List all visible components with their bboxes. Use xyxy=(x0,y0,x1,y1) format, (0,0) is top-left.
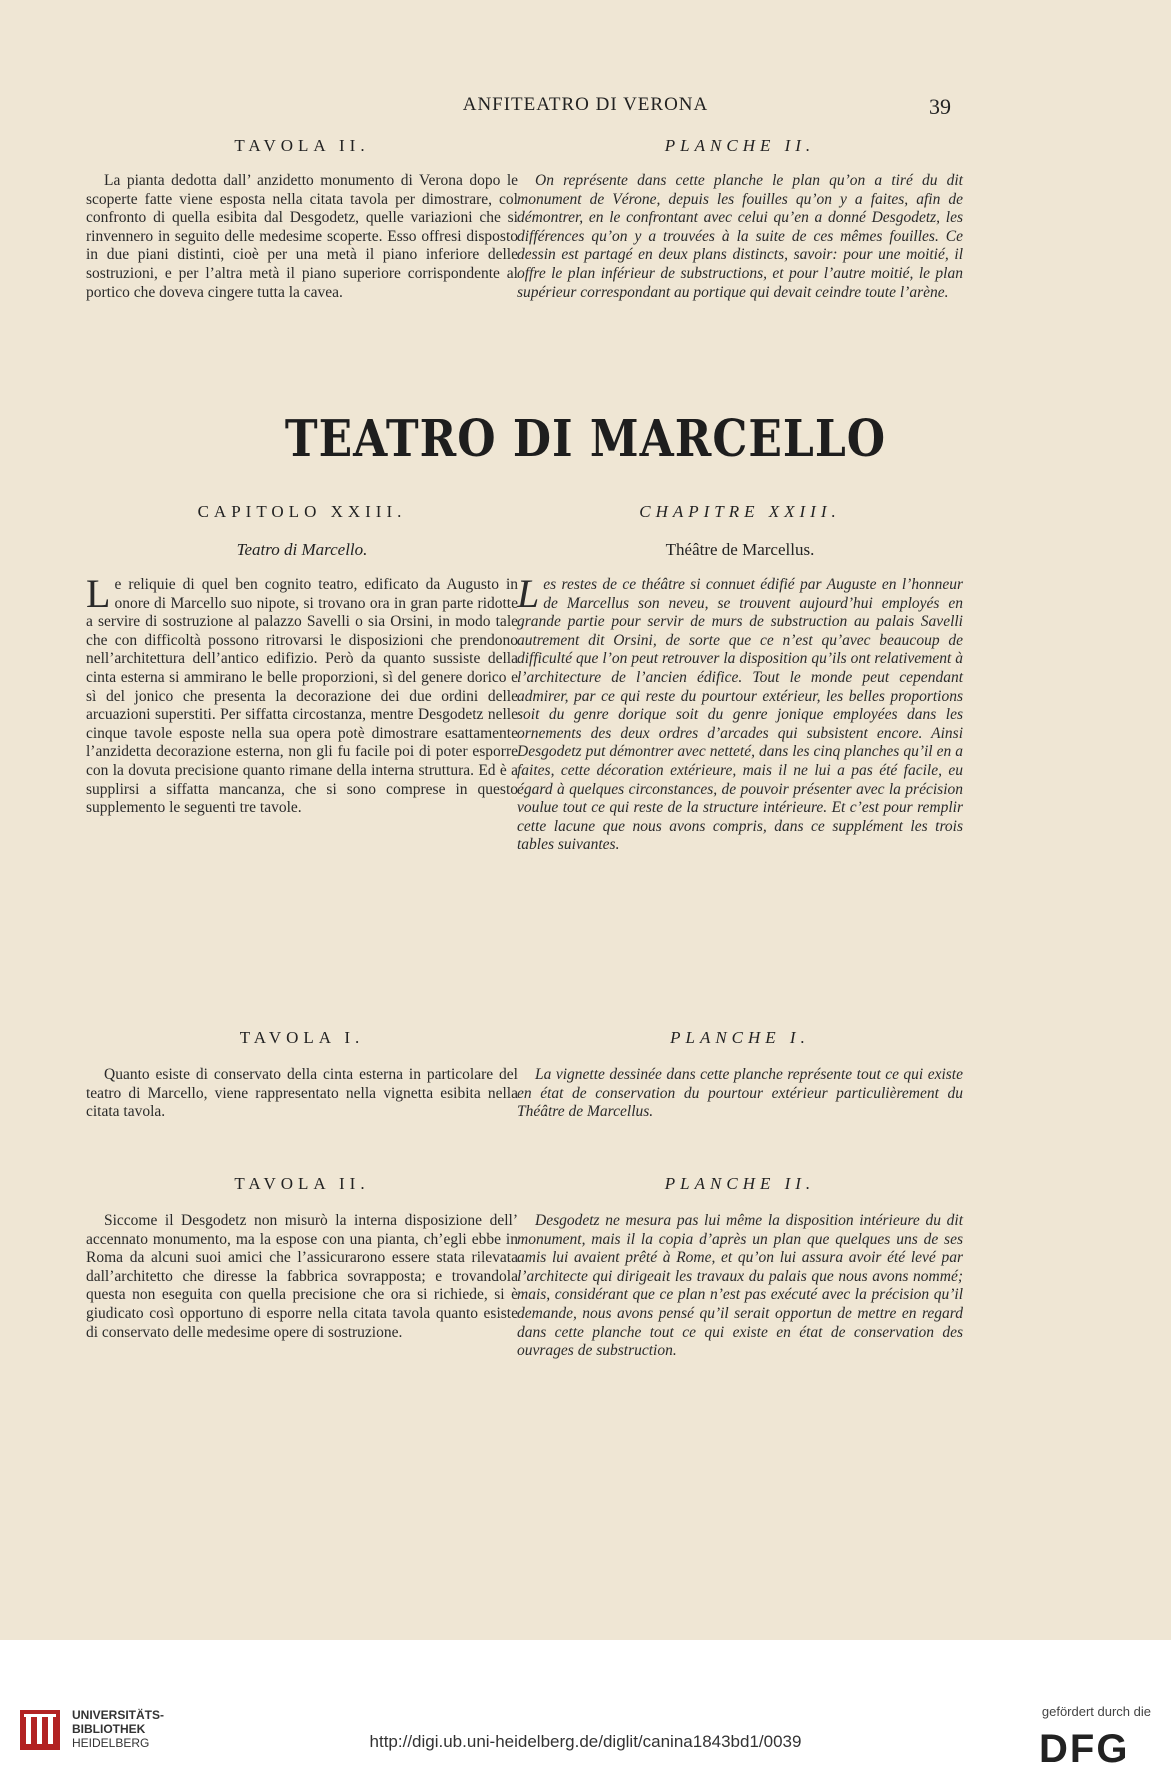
paragraph-it: Siccome il Desgodetz non misurò la interna disposizione dell’ accennato monumento, ma la espose con una pianta, ch’egli ebbe in Roma da alcuni suoi amici che l’assicurarono essere stata rilevata dall’architetto che diresse la fabbrica sovrapposta; e trovandola questa non eseguita con quella precisione che ora si richiede, si è giudicato così opportuno di esporre nella citata tavola quanto esiste di conservato delle medesime opere di sostruzione. xyxy=(86,1212,518,1341)
chapter-text-fr: es restes de ce théâtre si connuet édifié par Auguste en l’honneur de Marcellus son neveu, se trouvent aujourd’hui employés en grande partie pour servir de murs de substruction au palais Savelli autrement dit Orsini, de sorte que ce n’est qu’avec beaucoup de difficulté que l’on peut retrouver la disposition qu’ils ont relativement à l’architecture de l’ancien édifice. Tout le monde peut cependant admirer, par ce qui reste du pourtour extérieur, les belles proportions soit du genre dorique soit du genre jonique employées dans les ornements des deux ordres d’arcades qui subsistent encore. Ainsi Desgodetz put démontrer avec netteté, dans les cinq planches qu’il en a faites, cette décoration extérieure, mais il ne lui a pas été facile, eu égard à quelques circonstances, de pouvoir présenter avec la précision voulue tout ce qui reste de la structure intérieure. Et c’est pour remplir cette lacune que nous avons compris, dans ce supplément les trois tables suivantes. xyxy=(517,576,963,854)
italian-column xyxy=(86,502,518,818)
dfg-logo-icon[interactable] xyxy=(1039,1728,1149,1766)
section-heading-fr: PLANCHE II. xyxy=(664,1174,816,1193)
library-name-line: HEIDELBERG xyxy=(72,1736,150,1750)
section-heading-it: TAVOLA II. xyxy=(234,1174,370,1193)
chapter-paragraph-it xyxy=(86,571,518,818)
italian-column xyxy=(86,1174,518,1342)
chapter-subtitle-it: Teatro di Marcello. xyxy=(236,540,368,559)
section-heading-it: TAVOLA II. xyxy=(234,136,370,155)
page-number: 39 xyxy=(929,94,951,119)
permalink-url[interactable]: http://digi.ub.uni-heidelberg.de/diglit/canina1843bd1/0039 xyxy=(369,1732,802,1751)
main-title: TEATRO DI MARCELLO xyxy=(284,410,887,469)
paragraph-fr: Desgodetz ne mesura pas lui même la disposition intérieure du dit monument, mais il la copia d’après un plan que quelques uns de ses amis lui avaient prêté à Rome, et qu’on lui assura avoir été levé par l’architecte qui dirigeait les travaux du palais que nous avons nommé; mais, considérant que ce plan n’est pas exécuté avec la précision qu’il demande, nous avons pensé qu’il serait opportun de mettre en regard dans cette planche tout ce qui existe en état de conservation des ouvrages de substruction. xyxy=(517,1212,963,1360)
running-title: ANFITEATRO DI VERONA xyxy=(462,94,709,115)
paragraph-it: Quanto esiste di conservato della cinta esterna in particolare del teatro di Marcello, viene rappresentato nella vignetta esibita nella citata tavola. xyxy=(86,1066,518,1121)
viewer-footer xyxy=(0,1640,1171,1778)
section-heading-it: TAVOLA I. xyxy=(239,1028,365,1047)
chapter-heading-fr: CHAPITRE XXIII. xyxy=(639,502,841,521)
library-name-line: UNIVERSITÄTS- xyxy=(72,1708,165,1722)
section-heading-fr: PLANCHE II. xyxy=(664,136,816,155)
section-heading-fr: PLANCHE I. xyxy=(670,1028,810,1047)
chapter-subtitle-fr: Théâtre de Marcellus. xyxy=(665,540,815,559)
paragraph-it: La pianta dedotta dall’ anzidetto monumento di Verona dopo le scoperte fatte viene esposta nella citata tavola per dimostrare, col confronto di quella esibita dal Desgodetz, quelle variazioni che si rinvennero in seguito delle medesime scoperte. Esso offresi disposto in due piani distinti, cioè per una metà il piano inferiore delle sostruzioni, e per l’altra metà il piano superiore corrispondente al portico che doveva cingere tutta la cavea. xyxy=(86,172,518,301)
french-column xyxy=(517,1028,963,1122)
french-column xyxy=(517,1174,963,1361)
funding-label: gefördert durch die xyxy=(1041,1704,1151,1719)
chapter-paragraph-fr xyxy=(517,571,963,855)
paragraph-fr: On représente dans cette planche le plan qu’on a tiré du dit monument de Vérone, depuis les fouilles qu’on y a faites, afin de démontrer, en le confrontant avec celui qu’en a donné Desgodetz, les différences qu’on y a trouvées à la suite de ces mêmes fouilles. Ce dessin est partagé en deux plans distincts, savoir: pour une moitié, il offre le plan inférieur de substructions, et pour l’autre moitié, le plan supérieur correspondant au portique qui devait ceindre toute l’arène. xyxy=(517,172,963,301)
drop-cap-it: L xyxy=(86,571,111,616)
italian-column xyxy=(86,136,518,302)
page-header xyxy=(0,94,1171,124)
french-column xyxy=(517,136,963,302)
drop-cap-fr: L xyxy=(517,571,540,616)
italian-column xyxy=(86,1028,518,1122)
french-column xyxy=(517,502,963,855)
dfg-logo-text: DFG xyxy=(1039,1728,1130,1766)
paragraph-fr: La vignette dessinée dans cette planche représente tout ce qui existe en état de conservation du pourtour extérieur particulièrement du Théâtre de Marcellus. xyxy=(517,1066,963,1121)
chapter-heading-it: CAPITOLO XXIII. xyxy=(197,502,407,521)
chapter-text-it: e reliquie di quel ben cognito teatro, edificato da Augusto in onore di Marcello suo nipote, si trovano ora in gran parte ridotte a servire di sostruzione al palazzo Savelli o sia Orsini, in modo tale che con difficoltà possono ritrovarsi le disposizioni che prendono nell’architettura dell’antico edifizio. Però da quanto sussiste della cinta esterna si ammirano le belle proporzioni, sì del genere dorico e sì del jonico che presenta la decorazione dei due ordini delle arcuazioni superstiti. Per siffatta circostanza, mentre Desgodetz nelle cinque tavole esposte nella sua opera potè dimostrare esattamente l’anzidetta decorazione esterna, non gli fu facile poi di poter esporre con la dovuta precisione quanto rimane della interna struttura. Ed è a supplirsi a siffatta mancanza, che si sono comprese in questo supplemento le seguenti tre tavole. xyxy=(86,576,518,817)
library-name-line: BIBLIOTHEK xyxy=(72,1722,146,1736)
